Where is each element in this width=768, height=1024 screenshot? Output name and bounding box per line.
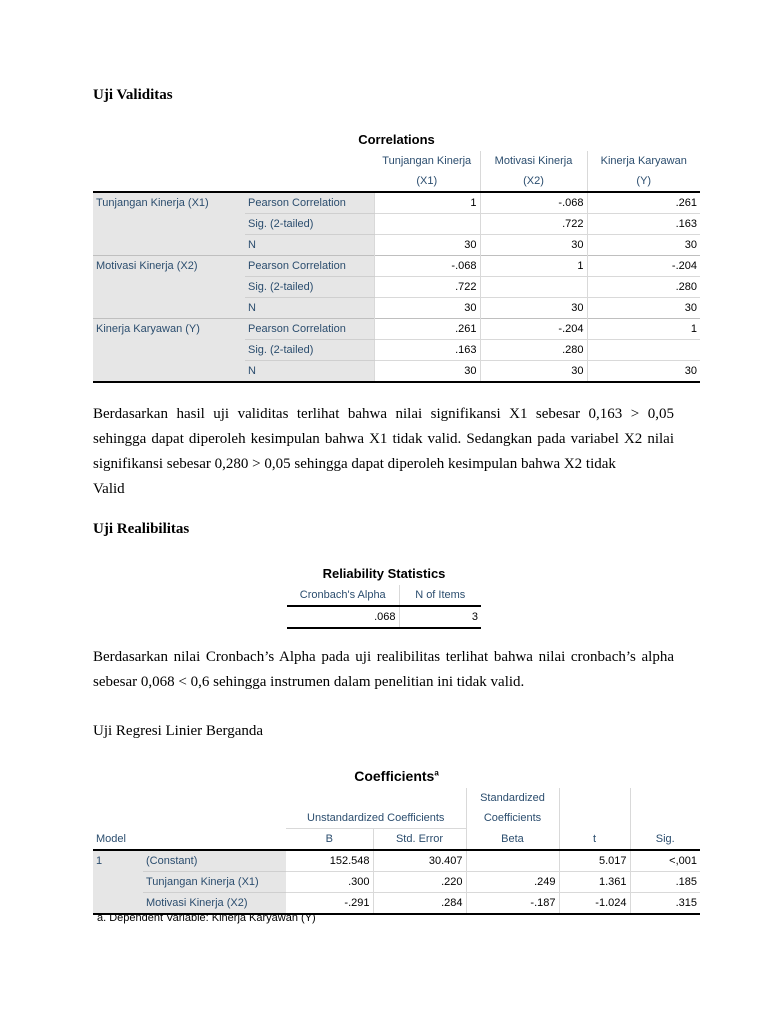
correlations-row bbox=[93, 256, 700, 277]
col-header-x1-line1: Tunjangan Kinerja bbox=[374, 151, 480, 171]
n-of-items-header: N of Items bbox=[415, 589, 466, 601]
variable-group-label: Motivasi Kinerja (X2) bbox=[93, 256, 245, 319]
correlation-value: 30 bbox=[374, 298, 480, 319]
correlations-header-row-1 bbox=[93, 151, 700, 171]
reliability-heading: Uji Realibilitas bbox=[93, 521, 190, 537]
reliability-paragraph: Berdasarkan nilai Cronbach’s Alpha pada uji realibilitas terlihat bahwa nilai cronbach’s alpha sebesar 0,068 < 0,6 sehingga instrumen dalam penelitian ini tidak valid. bbox=[93, 649, 674, 690]
coefficient-beta-value: -.187 bbox=[466, 893, 559, 915]
correlation-value: .163 bbox=[374, 340, 480, 361]
coefficient-t-value: 5.017 bbox=[559, 850, 630, 872]
correlation-value: 30 bbox=[374, 361, 480, 383]
coefficient-sig-value: <,001 bbox=[630, 850, 700, 872]
statistic-label: Pearson Correlation bbox=[245, 192, 374, 214]
correlation-value: 30 bbox=[374, 235, 480, 256]
model-header: Model bbox=[96, 832, 126, 845]
correlation-value: 30 bbox=[480, 361, 587, 383]
coefficient-b-value: 152.548 bbox=[286, 850, 373, 872]
correlations-row bbox=[93, 319, 700, 340]
reliability-table bbox=[287, 585, 481, 629]
correlation-value: .722 bbox=[374, 277, 480, 298]
coef-header-row-2 bbox=[93, 808, 700, 829]
coefficient-row bbox=[93, 893, 700, 915]
correlation-value: 1 bbox=[480, 256, 587, 277]
coef-header-row-1 bbox=[93, 788, 700, 808]
reliability-title: Reliability Statistics bbox=[322, 566, 446, 581]
col-header-x2-line1: Motivasi Kinerja bbox=[480, 151, 587, 171]
validity-paragraph-text: Berdasarkan hasil uji validitas terlihat bahwa nilai signifikansi X1 sebesar 0,163 > 0,05 sehingga dapat diperoleh kesimpulan bahwa X1 tidak valid. Sedangkan pada variabel X2 nilai signifikansi sebesar 0,280 > 0,05 sehingga dapat diperoleh kesimpulan bahwa X2 tidak bbox=[93, 406, 674, 472]
variable-group-label: Tunjangan Kinerja (X1) bbox=[93, 192, 245, 256]
coefficient-sig-value: .315 bbox=[675, 897, 697, 909]
correlation-value: .280 bbox=[587, 277, 700, 298]
reliability-header-row bbox=[287, 585, 481, 606]
correlation-value: .280 bbox=[480, 340, 587, 361]
correlation-value: 30 bbox=[684, 239, 697, 251]
coefficient-t-value: -1.024 bbox=[559, 893, 630, 915]
predictor-label: (Constant) bbox=[143, 850, 286, 872]
coefficients-title-superscript: a bbox=[434, 768, 439, 778]
correlation-value: -.204 bbox=[480, 319, 587, 340]
coefficient-se-value: .220 bbox=[373, 872, 466, 893]
correlation-value: 30 bbox=[480, 235, 587, 256]
validity-paragraph-last-line: Valid bbox=[93, 481, 125, 497]
coefficients-title bbox=[93, 768, 700, 784]
correlation-value: .722 bbox=[480, 214, 587, 235]
correlations-header-row-2 bbox=[93, 171, 700, 192]
coefficient-beta-value bbox=[466, 850, 559, 872]
correlation-value bbox=[480, 277, 587, 298]
coef-header-row-3 bbox=[93, 829, 700, 851]
reliability-value-row bbox=[287, 606, 481, 628]
col-header-x2-line2: (X2) bbox=[480, 171, 587, 192]
coefficient-t-value: 1.361 bbox=[559, 872, 630, 893]
coefficient-beta-value: .249 bbox=[466, 872, 559, 893]
col-header-y-line2: (Y) bbox=[636, 175, 652, 187]
predictor-label: Motivasi Kinerja (X2) bbox=[143, 893, 286, 915]
correlation-value: 30 bbox=[480, 298, 587, 319]
correlations-table bbox=[93, 151, 700, 383]
n-of-items-value: 3 bbox=[471, 611, 478, 623]
statistic-label: Sig. (2-tailed) bbox=[245, 340, 374, 361]
coefficient-se-value: 30.407 bbox=[373, 850, 466, 872]
correlation-value bbox=[374, 214, 480, 235]
validity-heading: Uji Validitas bbox=[93, 87, 173, 103]
correlation-value: 30 bbox=[684, 302, 697, 314]
cronbach-alpha-header: Cronbach's Alpha bbox=[287, 585, 399, 606]
correlation-value: .261 bbox=[374, 319, 480, 340]
t-header: t bbox=[559, 829, 630, 851]
col-header-x1-line2: (X1) bbox=[374, 171, 480, 192]
statistic-label: Sig. (2-tailed) bbox=[245, 277, 374, 298]
standardized-header-line2: Coefficients bbox=[466, 808, 559, 829]
correlation-value: -.204 bbox=[587, 256, 700, 277]
validity-paragraph bbox=[93, 402, 674, 502]
regression-heading: Uji Regresi Linier Berganda bbox=[93, 723, 264, 739]
statistic-label: Pearson Correlation bbox=[245, 319, 374, 340]
correlation-value: 30 bbox=[684, 365, 697, 377]
std-error-header: Std. Error bbox=[373, 829, 466, 851]
predictor-label: Tunjangan Kinerja (X1) bbox=[143, 872, 286, 893]
coefficient-row bbox=[93, 872, 700, 893]
coefficient-b-value: -.291 bbox=[286, 893, 373, 915]
correlations-row bbox=[93, 192, 700, 214]
statistic-label: Sig. (2-tailed) bbox=[245, 214, 374, 235]
coefficients-table bbox=[93, 788, 700, 915]
coefficients-title-text: Coefficients bbox=[354, 768, 435, 784]
coefficients-footnote: a. Dependent Variable: Kinerja Karyawan (Y) bbox=[97, 912, 316, 924]
correlation-value: 1 bbox=[587, 319, 700, 340]
coefficient-se-value: .284 bbox=[373, 893, 466, 915]
sig-header: Sig. bbox=[655, 832, 675, 845]
coefficient-sig-value: .185 bbox=[630, 872, 700, 893]
correlation-value: 1 bbox=[374, 192, 480, 214]
coefficient-b-value: .300 bbox=[286, 872, 373, 893]
unstandardized-header: Unstandardized Coefficients bbox=[286, 808, 466, 829]
statistic-label: Pearson Correlation bbox=[245, 256, 374, 277]
beta-header: Beta bbox=[466, 829, 559, 851]
correlation-value: -.068 bbox=[374, 256, 480, 277]
standardized-header-line1: Standardized bbox=[466, 788, 559, 808]
correlation-value: .261 bbox=[587, 192, 700, 214]
model-number: 1 bbox=[93, 850, 143, 914]
correlation-value bbox=[587, 340, 700, 361]
correlations-title: Correlations bbox=[358, 132, 435, 147]
coefficient-row bbox=[93, 850, 700, 872]
statistic-label: N bbox=[245, 361, 374, 383]
b-header: B bbox=[286, 829, 373, 851]
statistic-label: N bbox=[245, 235, 374, 256]
correlation-value: .163 bbox=[587, 214, 700, 235]
correlation-value: -.068 bbox=[480, 192, 587, 214]
statistic-label: N bbox=[245, 298, 374, 319]
col-header-y-line1: Kinerja Karyawan bbox=[600, 155, 687, 167]
cronbach-alpha-value: .068 bbox=[287, 606, 399, 628]
variable-group-label: Kinerja Karyawan (Y) bbox=[93, 319, 245, 383]
